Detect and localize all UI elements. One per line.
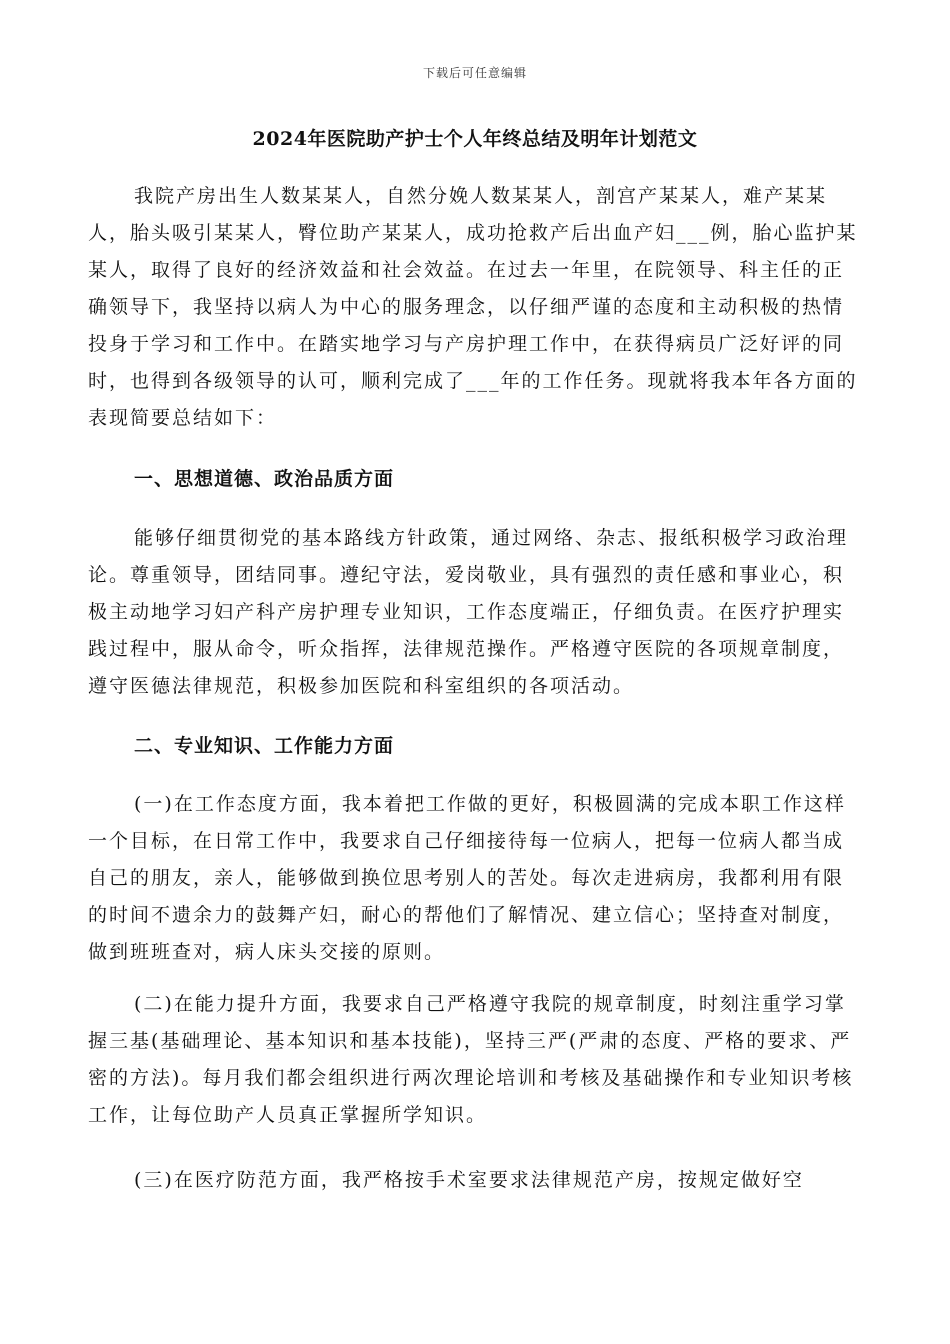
section-heading-ideology: 一、思想道德、政治品质方面 [134,468,395,490]
item-ability-paragraph: (二)在能力提升方面，我要求自己严格遵守我院的规章制度，时刻注重学习掌握三基(基础理论、基本知识和基本技能)，坚持三严(严肃的态度、严格的要求、严密的方法)。每月我们都会组织进行两次理论培训和考核及基础操作和专业知识考核工作，让每位助产人员真正掌握所学知识。 [88,993,854,1126]
intro-paragraph: 我院产房出生人数某某人，自然分娩人数某某人，剖宫产某某人，难产某某人，胎头吸引某某人，臀位助产某某人，成功抢救产后出血产妇___例，胎心监护某某人，取得了良好的经济效益和社会效益。在过去一年里，在院领导、科主任的正确领导下，我坚持以病人为中心的服务理念，以仔细严谨的态度和主动积极的热情投身于学习和工作中。在踏实地学习与产房护理工作中，在获得病员广泛好评的同时，也得到各级领导的认可，顺利完成了___年的工作任务。现就将我本年各方面的表现简要总结如下： [88,185,858,429]
item-prevention-paragraph: (三)在医疗防范方面，我严格按手术室要求法律规范产房，按规定做好空 [134,1169,804,1191]
section-ideology-paragraph: 能够仔细贯彻党的基本路线方针政策，通过网络、杂志、报纸积极学习政治理论。尊重领导，团结同事。遵纪守法，爱岗敬业，具有强烈的责任感和事业心，积极主动地学习妇产科产房护理专业知识，工作态度端正，仔细负责。在医疗护理实践过程中，服从命令，听众指挥，法律规范操作。严格遵守医院的各项规章制度，遵守医德法律规范，积极参加医院和科室组织的各项活动。 [88,527,849,697]
header-note: 下载后可任意编辑 [422,66,527,80]
section-heading-professional: 二、专业知识、工作能力方面 [134,735,395,757]
item-work-attitude-paragraph: (一)在工作态度方面，我本着把工作做的更好，积极圆满的完成本职工作这样一个目标，在日常工作中，我要求自己仔细接待每一位病人，把每一位病人都当成自己的朋友，亲人，能够做到换位思考别人的苦处。每次走进病房，我都利用有限的时间不遗余力的鼓舞产妇，耐心的帮他们了解情况、建立信心；坚持查对制度，做到班班查对，病人床头交接的原则。 [88,793,846,963]
document-title: 2024年医院助产护士个人年终总结及明年计划范文 [252,128,698,150]
